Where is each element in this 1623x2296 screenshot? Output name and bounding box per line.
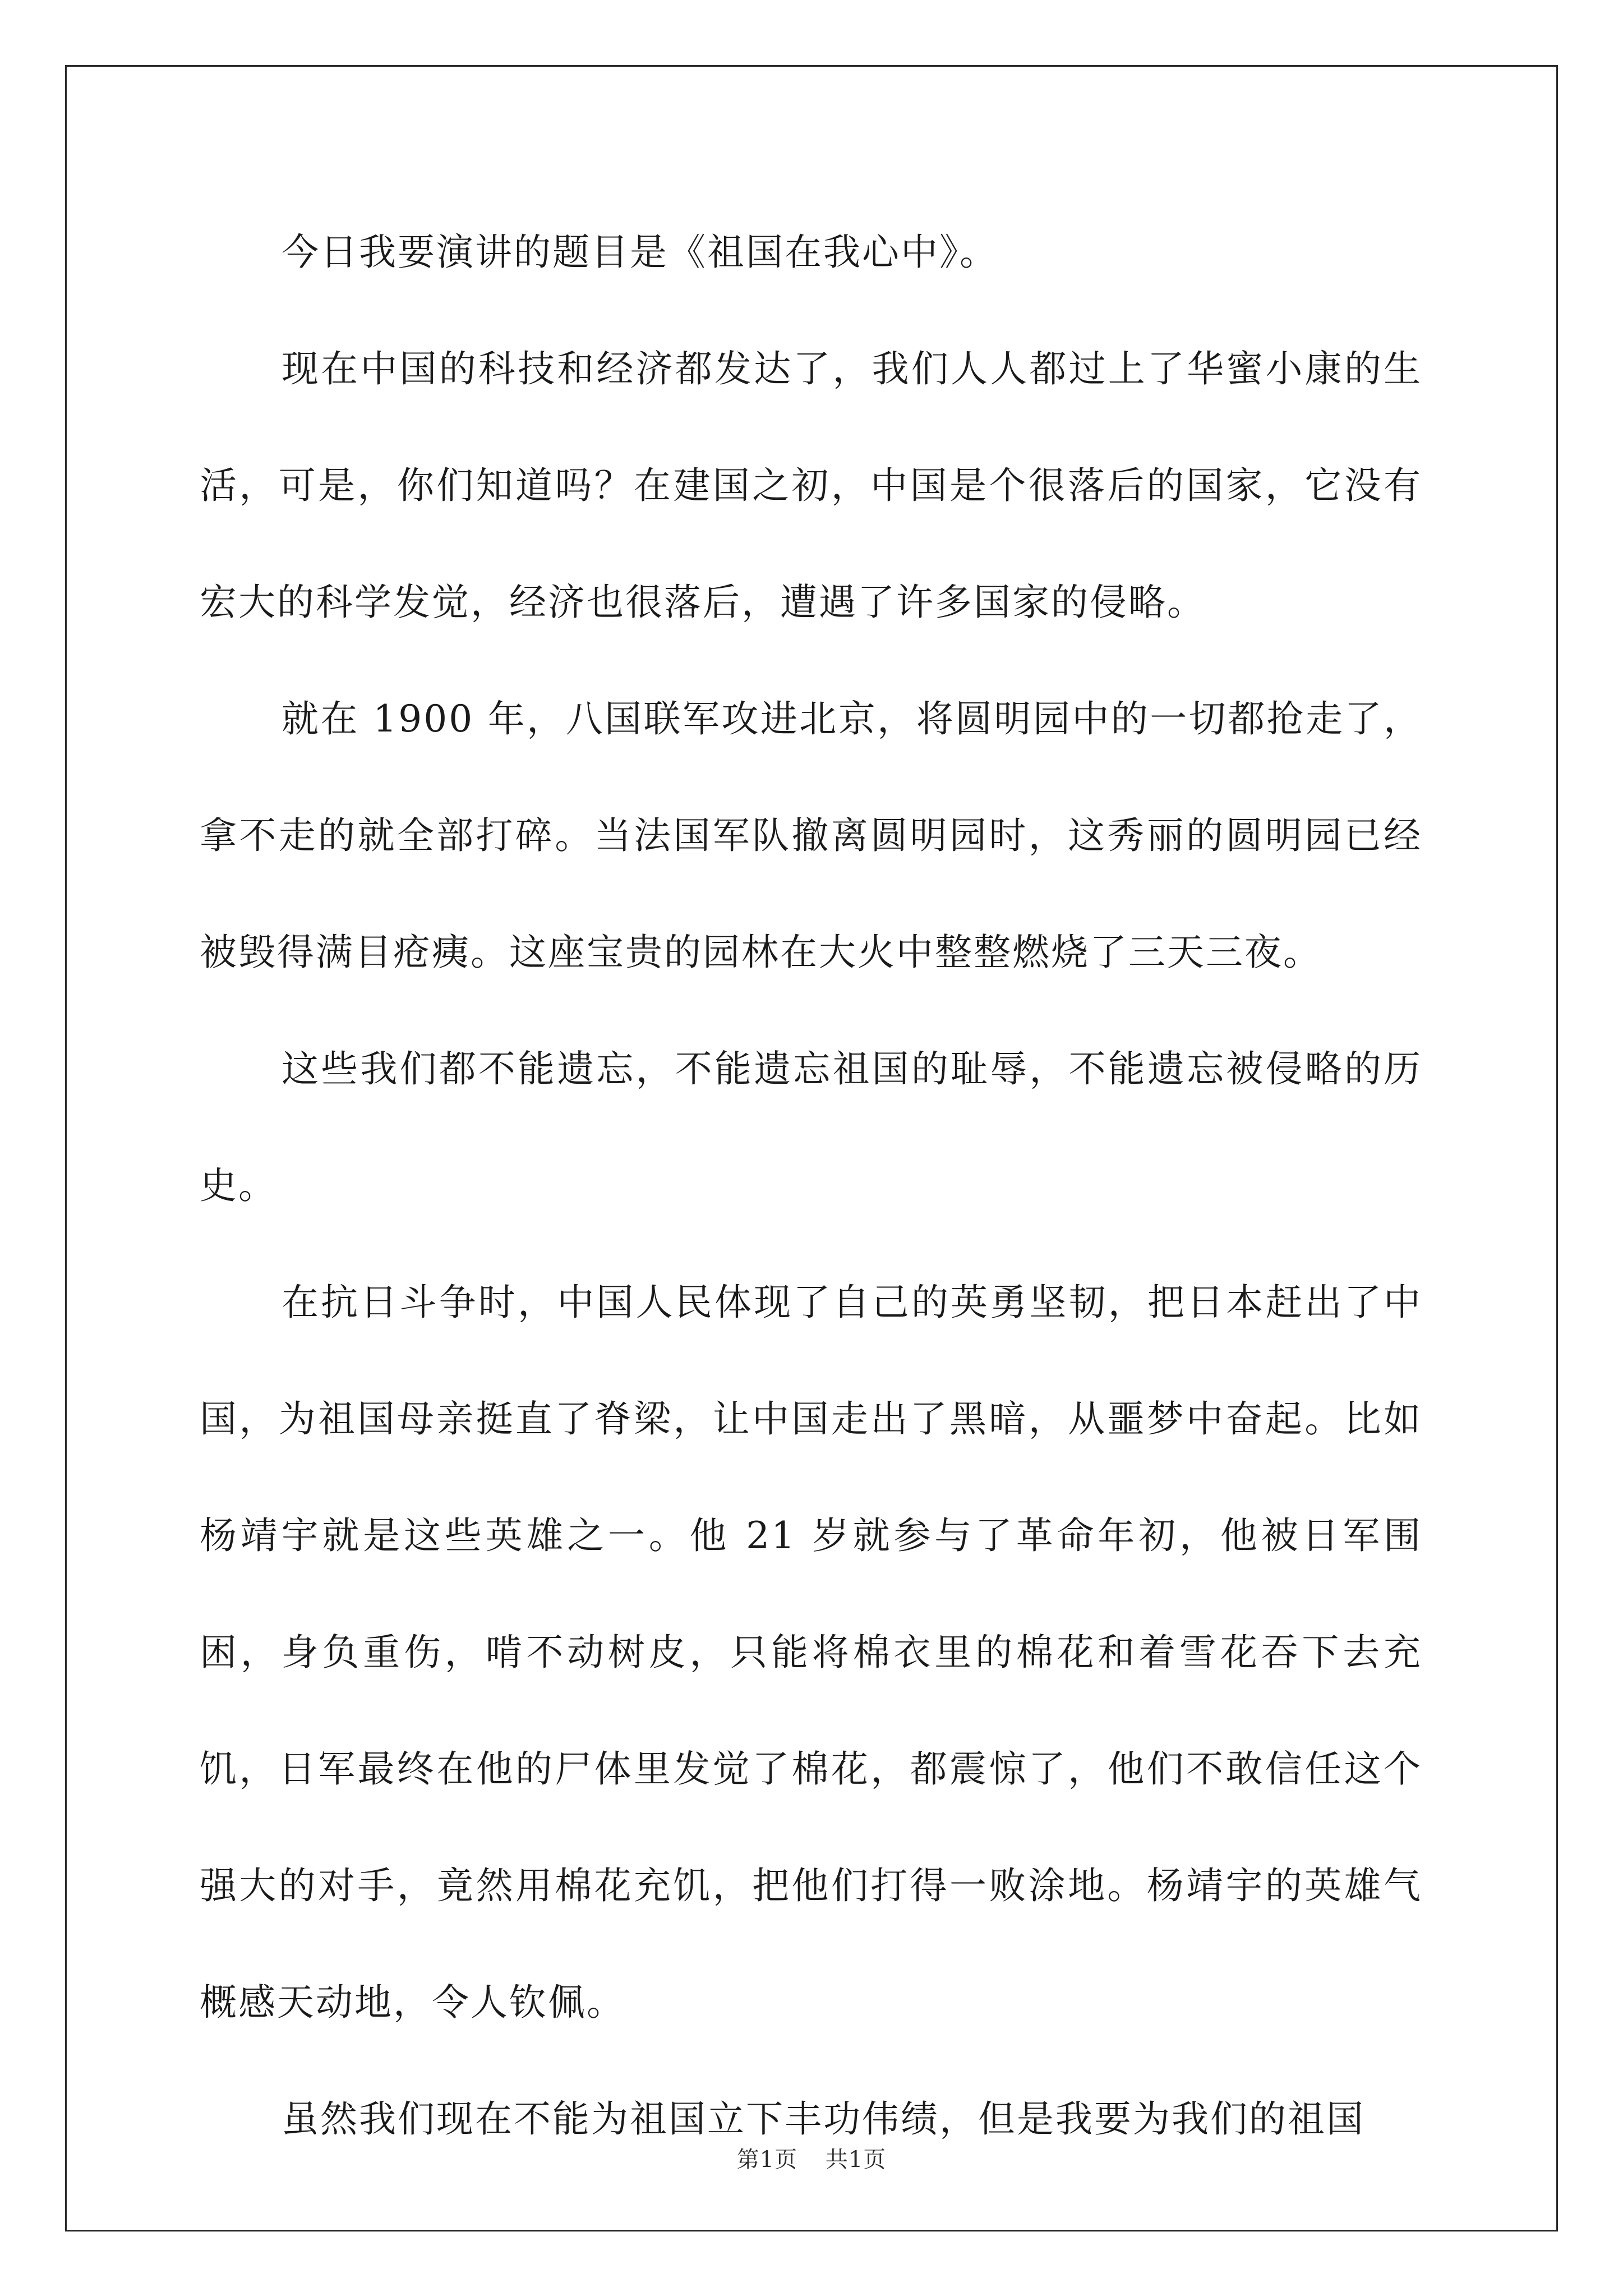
document-body [200, 194, 1422, 2178]
paragraph-4: 这些我们都不能遗忘，不能遗忘祖国的耻辱，不能遗忘被侵略的历史。 [200, 1047, 1422, 1207]
paragraph-3: 就在 1900 年，八国联军攻进北京，将圆明园中的一切都抢走了，拿不走的就全部打碎。当法国军队撤离圆明园时，这秀丽的圆明园已经被毁得满目疮痍。这座宝贵的园林在大火中整整燃烧了三天三夜。 [200, 697, 1422, 974]
paragraph-2: 现在中国的科技和经济都发达了，我们人人都过上了华蜜小康的生活，可是，你们知道吗？在建国之初，中国是个很落后的国家，它没有宏大的科学发觉，经济也很落后，遭遇了许多国家的侵略。 [200, 347, 1422, 624]
paragraph-1: 今日我要演讲的题目是《祖国在我心中》。 [282, 231, 998, 274]
page-total: 共1页 [825, 2147, 887, 2173]
paragraph-5: 在抗日斗争时，中国人民体现了自己的英勇坚韧，把日本赶出了中国，为祖国母亲挺直了脊梁，让中国走出了黑暗，从噩梦中奋起。比如杨靖宇就是这些英雄之一。他 21 岁就参与了革命年初，他被日军围困，身负重伤，啃不动树皮，只能将棉衣里的棉花和着雪花吞下去充饥，日军最终在他的尸体里发觉了棉花，都震惊了，他们不敢信任这个强大的对手，竟然用棉花充饥，把他们打得一败涂地。杨靖宇的英雄气概感天动地，令人钦佩。 [200, 1281, 1422, 2024]
page-number: 第1页 [736, 2147, 798, 2173]
paragraph-6: 虽然我们现在不能为祖国立下丰功伟绩，但是我要为我们的祖国 [282, 2097, 1365, 2141]
page-footer [0, 2142, 1623, 2174]
